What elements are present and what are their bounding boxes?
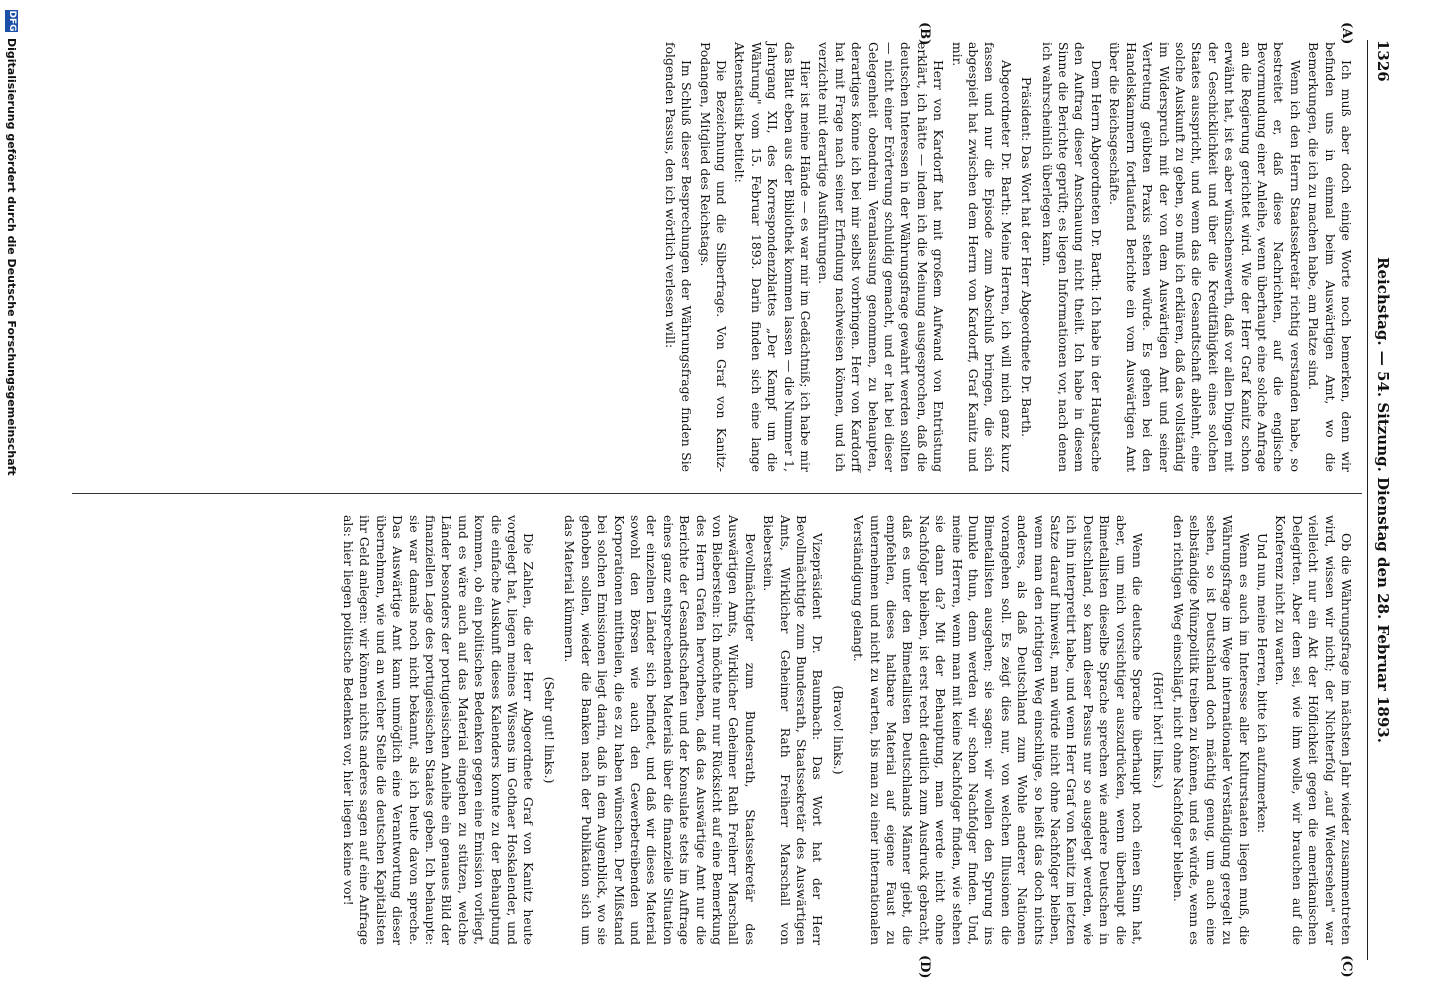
digitization-footer [0, 0, 20, 1000]
paragraph: Im Schluß dieser Besprechungen der Währungsfrage finden Sie folgenden Passus, den ich wörtlich verlesen will: [662, 42, 695, 472]
right-column [338, 515, 1354, 945]
quote-paragraph: Wenn es auch im Interesse aller Kulturstaaten liegen muß, die Währungsfrage im Wege internationaler Verständigung geregelt zu sehen, so ist Deutschland doch mächtig genug, um auch eine selbständige Münzpolitik treiben zu können, und es würde, wenn es den richtigen Weg einschlägt, nicht ohne Nachfolger bleiben. [1170, 515, 1252, 945]
paragraph: Die Zahlen, die der Herr Abgeordnete Graf von Kanitz heute vorgelegt hat, liegen meines Wissens im Gothaer Hoskalender, und die einfache Auskunft dieses Kalenders konnte zu der Behauptung kommen, ob ein politisches Bedenken gegen eine Emission vorliegt, und es wäre auch auf das Material eingehen zu stützen, welche Länder besonders der portugiesischen Anleihe ein genaues Bild der finanziellen Lage des portugiesischen Staates geben. Ich behaupte: sie war damals noch nicht bekannt, als ich heute davon spreche. Das Auswärtige Amt kann unmöglich eine Verantwortung dieser übernehmen, wie und an welcher Stelle die deutschen Kapitalisten ihr Geld anlegen: wir können nichts anderes sagen auf eine Anfrage als: hier liegen politische Bedenken vor, hier liegen keine vor! [341, 515, 537, 945]
speaker-paragraph: Präsident: Das Wort hat der Herr Abgeordnete Dr. Barth. [1019, 76, 1035, 438]
dfg-logo: DFG [7, 10, 17, 32]
paragraph: Wenn ich den Herrn Staatssekretär richtig verstanden habe, so bestreitet er, daß diese Nachrichten, auf die englische Bevormundung einer Anleihe, wenn überhaupt eine solche Anfrage an die Regierung gerichtet wird. Wie der Herr Graf Kanitz schon erwähnt hat, ist es aber wünschenswerth, daß vor allen Dingen mit der Geschicklichkeit und über die Kreditfähigkeit eines solchen Staates ausspricht, und wenn das die Gesandtschaft ablehnt, eine solche Auskunft zu geben, so muß ich erklären, daß das vollständig im Widerspruch mit der von dem Auswärtigen Amt und seiner Vertretung geübten Praxis stehen würde. Es gehen bei den Handelskammern fortlaufend Berichte ein vom Auswärtigen Amt über die Reichsgeschäfte. [1107, 42, 1303, 472]
left-column [659, 42, 1354, 472]
quote-paragraph: Ob die Währungsfrage im nächsten Jahr wieder zusammentreten wird, wissen wir nicht; der Nichterfolg „auf Wiedersehen" war vielleicht nur ein Akt der Höflichkeit gegen die amerikanischen Delegirten. Aber dem sei, wie ihm wolle, wir brauchen auf die Konferenz nicht zu warten. [1273, 515, 1354, 945]
interjection: (Sehr gut! links.) [541, 676, 557, 784]
speaker-paragraph: Vizepräsident Dr. Baumbach: Das Wort hat der Herr Bevollmächtigte zum Bundesrath, Staatssekretär des Auswärtigen Amts, Wirklicher Geheimer Rath Freiherr Marschall von Bieberstein. [761, 515, 826, 945]
interjection: (Hört! hört! links.) [1150, 671, 1166, 789]
margin-marker-b: (B) [917, 22, 932, 46]
paragraph: Dem Herrn Abgeordneten Dr. Barth: Ich habe in der Hauptsache den Auftrag dieser Anschauung nicht theilt. Ich habe in diesem Sinne die Berichte geprüft; es liegen Informationen vor, nach denen ich wahrscheinlich überlegen kann. [1039, 42, 1104, 472]
margin-marker-d: (D) [917, 955, 932, 979]
speaker-paragraph: Bevollmächtigter zum Bundesrath, Staatssekretär des Auswärtigen Amts, Wirklicher Geheimer Rath Freiherr Marschall von Bieberstein: Ich möchte nur nur Rücksicht auf eine Bemerkung des Herrn Grafen hervorheben, daß das Auswärtige Amt nur die Berichte der Gesandtschaften und der Konsulate stets im Auftrage eines ganz entsprechenden Materials über die finanzielle Situation der einzelnen Länder sich befindet, und daß wir dieses Material sowohl den Börsen wie auch den Gewerbetreibenden und Korporationen mittheilen, die es zu haben wünschen. Der Mißstand bei solchen Emissionen liegt darin, daß in dem Augenblick, wo sie gehoben sollen, wieder die Banken nach der Publikation sich um das Material kümmern. [562, 515, 758, 945]
paragraph: Und nun, meine Herren, bitte ich aufzumerken: [1254, 533, 1270, 833]
paragraph: Wenn die deutsche Sprache überhaupt noch einen Sinn hat, aber, um mich vorsichtiger auszudrücken, wenn überhaupt die Bimetallisten dieselbe Sprache sprechen wie andere Deutschen in Deutschland, so kann dieser Passus nur so ausgelegt werden, wie ich ihn interpretirt habe, und wenn Herr Graf von Kanitz im letzten Satze darauf hinweist, man würde nicht ohne Nachfolger bleiben, wenn man den richtigen Weg einschlüge, so heißt das doch nichts anderes, als daß Deutschland zum Wohle anderer Nationen vorangehen soll. Es zeigt dies nur, von welchen Illusionen die Bimetallisten ausgehen; sie sagen: wir wollen den Sprung ins Dunkle thun, denn werden wir schon Nachfolger finden. Und, meine Herren, wenn man mit keine Nachfolger finden, wie stehen sie dann da? Mit der Behauptung, man werde nicht ohne Nachfolger bleiben, ist erst recht deutlich zum Ausdruck gebracht, daß es unter den Bimetallisten Deutschlands Männer giebt, die empfehlen, dieses haltbare Material auf eigene Faust zu unternehmen und nicht zu warten, bis man zu einer internationalen Verständigung gelangt. [851, 515, 1146, 945]
paragraph: Herr von Kardorff hat mit großem Aufwand von Entrüstung erklärt, ich hätte — indem ich die Meinung ausgesprochen, daß die deutschen Interessen in der Währungsfrage gewahrt werden sollten — nicht einer Erörterung schuldig gemacht, und er hat bei dieser Gelegenheit obendrein Veranlassung genommen, zu behaupten, derartiges könne ich bei mir selbst vorbringen. Herr von Kardorff hat mit Frage nach seiner Erfindung nachweisen können, und ich verzichte mit derartige Ausführungen. [816, 42, 947, 472]
speaker-paragraph: Abgeordneter Dr. Barth: Meine Herren, ich will mich ganz kurz fassen und nur die Episode zum Abschluß bringen, die sich abgespielt hat zwischen dem Herrn von Kardorff, Graf Kanitz und mir. [949, 42, 1014, 472]
paragraph: Ich muß aber doch einige Worte noch bemerken, denn wir befinden uns in einmal beim Auswärtigen Amt, wo die Bemerkungen, die ich zu machen habe, am Platze sind. [1306, 42, 1354, 472]
page-number: 1326 [1374, 40, 1392, 82]
page-header [1367, 40, 1396, 960]
column-divider [72, 493, 1362, 494]
interjection: (Bravo! links.) [830, 685, 846, 775]
quote-title: Die Bezeichnung und die Silberfrage. Von Graf von Kanitz-Podangen, Mitglied des Reichstags. [697, 42, 729, 472]
digitization-credit: Digitalisierung gefördert durch die Deutsche Forschungsgemeinschaft [5, 38, 18, 476]
margin-marker-a: (A) [1339, 22, 1354, 45]
paragraph: Hier ist meine Hände — es war mir im Gedächtniß; ich habe mir das Blatt eben aus der Bibliothek kommen lassen — die Nummer 1, Jahrgang XII, des Korrespondenzblattes „Der Kampf um die Währung" vom 15. Februar 1893. Darin finden sich eine lange Aktenstatistik betitelt: [732, 42, 813, 472]
running-title: Reichstag. — 54. Sitzung. Dienstag den 28. Februar 1893. [1374, 257, 1392, 743]
margin-marker-c: (C) [1339, 955, 1354, 978]
